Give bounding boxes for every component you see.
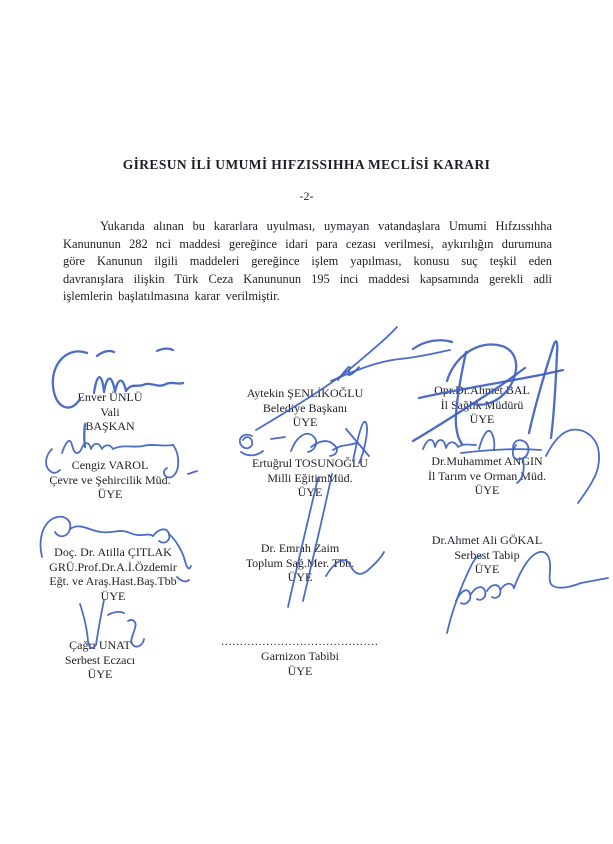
signatory-role: ÜYE	[292, 415, 318, 430]
signatory-name: Dr.Muhammet ANGIN	[431, 454, 543, 468]
signature-block-serbest-tabip	[377, 533, 597, 577]
signature-block-serbest-eczaci	[0, 638, 210, 682]
signatory-title: İl Tarım ve Orman Müd.	[428, 468, 546, 483]
signatory-role: ÜYE	[100, 588, 126, 603]
signatory-role: ÜYE	[87, 667, 113, 682]
signature-block-tarim-orman	[377, 454, 597, 498]
signatory-role: ÜYE	[97, 487, 123, 502]
signatory-name: Enver ÜNLÜ	[77, 390, 143, 404]
page-number: -2-	[299, 189, 314, 203]
signatory-title: Serbest Tabip	[454, 547, 520, 562]
signatory-title: Milli EğitimMüd.	[267, 470, 353, 485]
signatory-role: ÜYE	[474, 562, 500, 577]
signatory-role: ÜYE	[287, 570, 313, 585]
signature-dotted-line: ..........................................	[221, 636, 379, 648]
signature-block-il-saglik-muduru	[372, 383, 592, 427]
signatory-role: BAŞKAN	[85, 419, 135, 434]
signatory-title: Toplum Sağ.Mer. Tbb.	[245, 555, 355, 570]
signature-block-garnizon-tabibi	[190, 636, 410, 678]
signatory-title: Vali	[100, 404, 120, 419]
document-title: GİRESUN İLİ UMUMİ HIFZISSIHHA MECLİSİ KARARI	[122, 157, 491, 172]
signatory-institution: GRÜ.Prof.Dr.A.İ.Özdemir	[49, 559, 177, 574]
signatory-name: Cengiz VAROL	[71, 458, 149, 472]
signatory-name: Ertuğrul TOSUNOĞLU	[252, 456, 368, 470]
signatory-name: Dr.Ahmet Ali GÖKAL	[431, 533, 543, 547]
signature-block-cevre-sehircilik	[0, 458, 220, 502]
signatory-title: Belediye Başkanı	[262, 400, 348, 415]
signatory-role: ÜYE	[287, 663, 313, 678]
signatory-name: Çağrı UNAT	[69, 638, 131, 652]
signatory-title: Garnizon Tabibi	[261, 649, 339, 663]
signatory-name: Opr.Dr.Ahmet BAL	[434, 383, 530, 397]
signatory-role: ÜYE	[297, 485, 323, 500]
signature-block-vali	[0, 390, 220, 434]
signatory-role: ÜYE	[469, 412, 495, 427]
signatory-name: Dr. Emrah Zaim	[260, 541, 340, 555]
signatory-name: Doç. Dr. Atilla ÇITLAK	[54, 545, 172, 559]
signatory-title: Eğt. ve Araş.Hast.Baş.Tbb	[49, 574, 177, 589]
signatory-title: İl Sağlık Müdürü	[440, 397, 524, 412]
signatory-title: Serbest Eczacı	[64, 652, 136, 667]
signatory-name: Aytekin ŞENLİKOĞLU	[246, 386, 364, 400]
signatory-role: ÜYE	[474, 483, 500, 498]
signatory-title: Çevre ve Şehircilik Müd.	[49, 472, 171, 487]
decision-paragraph: Yukarıda alınan bu kararlara uyulması, uymayan vatandaşlara Umumi Hıfzıssıhha Kanununun 282 nci maddesi gereğince idari para cezası verilmesi, aykırılığın durumuna göre Kanunun ilgili maddeleri gereğince işlem yapılması, konusu suç teşkil eden davranışlara ilişkin Türk Ceza Kanununun 195 inci maddesi kapsamında gerekli adli işlemlerin başlatılmasına karar verilmiştir.	[63, 219, 552, 303]
